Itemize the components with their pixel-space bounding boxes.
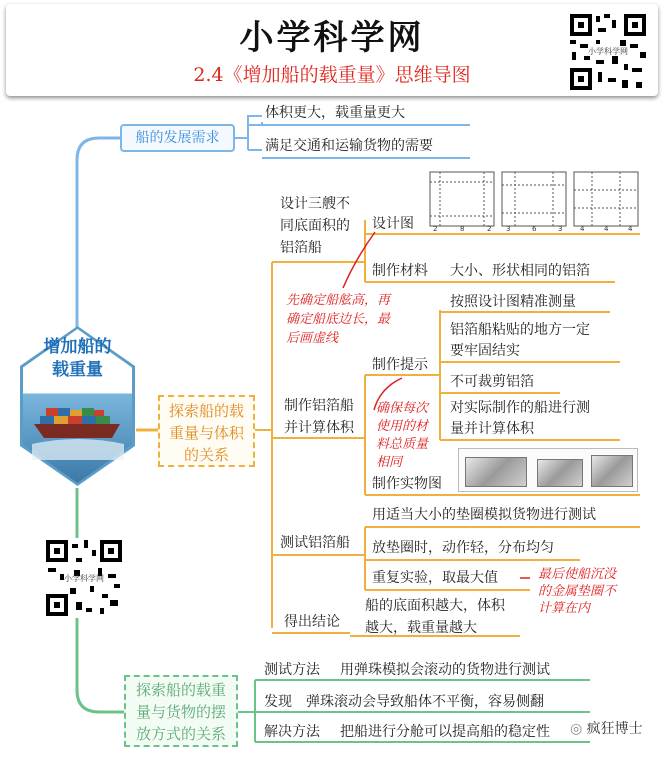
grid3-label-c: 4	[628, 225, 633, 232]
design-note-line1: 先确定船舷高，再	[286, 293, 391, 308]
grid1-label-b: 8	[460, 225, 465, 232]
make-tip-2a: 铝箔船粘贴的地方一定	[450, 322, 590, 338]
grid3-label-a: 4	[580, 225, 585, 232]
test-note-line2: 的金属垫圈不	[538, 584, 617, 599]
design-note-line3: 后画虚线	[286, 330, 339, 346]
branch-development-needs[interactable]	[120, 124, 235, 152]
material-label: 制作材料	[372, 263, 428, 279]
grid3-label-b: 4	[604, 225, 609, 232]
design-title-line3: 铝箔船	[280, 240, 322, 256]
foil-boat-3	[591, 455, 633, 487]
wechat-icon: ◎	[570, 721, 583, 737]
make-note-line3: 料总质量	[376, 437, 429, 452]
cargo-row-2-key: 发现	[264, 694, 292, 710]
page-subtitle: 2.4《增加船的载重量》思维导图	[193, 64, 471, 86]
center-title-line2: 载重量	[52, 359, 103, 380]
design-title-line1: 设计三艘不	[280, 196, 350, 212]
branch-cargo-placement[interactable]	[124, 675, 238, 747]
conclusion-text	[365, 595, 505, 639]
conclusion-title: 得出结论	[284, 614, 340, 630]
test-item-3: 重复实验，取最大值	[372, 570, 498, 586]
conclusion-line1: 船的底面积越大，体积	[365, 598, 505, 614]
foil-boat-photo	[458, 448, 638, 492]
grid2-label-c: 3	[558, 225, 563, 232]
branch-cargo-line3: 放方式的关系	[135, 724, 226, 743]
branch-development-needs-label: 船的发展需求	[135, 130, 220, 146]
logo-text: 疯狂博士	[586, 721, 643, 737]
cargo-row-1-key: 测试方法	[264, 662, 320, 678]
make-tip-4b: 量并计算体积	[450, 421, 534, 437]
make-note	[376, 400, 428, 472]
test-note-line1: 最后使船沉没	[538, 567, 617, 582]
make-note-line2: 使用的材	[376, 419, 429, 434]
cargo-row-1-value: 用弹珠模拟会滚动的货物进行测试	[340, 662, 550, 678]
material-value: 大小、形状相同的铝箔	[450, 263, 590, 279]
branch-volume-relation[interactable]	[158, 395, 255, 467]
design-note-line2: 确定船底边长，最	[286, 311, 391, 327]
cargo-ship-icon	[32, 398, 124, 460]
make-boat-title	[284, 395, 354, 439]
watermark-logo	[570, 718, 643, 738]
branch-volume-line3: 的关系	[183, 445, 229, 464]
cargo-row-3-value: 把船进行分舱可以提高船的稳定性	[340, 724, 550, 740]
cargo-row-3-key: 解决方法	[264, 724, 320, 740]
side-qr-caption: 小学科学网	[64, 574, 104, 583]
make-tip-1: 按照设计图精准测量	[450, 294, 576, 310]
branch-cargo-line2: 量与货物的摆	[135, 702, 226, 721]
foil-boat-1	[465, 457, 527, 487]
grid2-label-a: 3	[506, 225, 511, 232]
make-note-line4: 相同	[376, 455, 403, 470]
conclusion-line2: 越大，载重量越大	[365, 620, 477, 636]
center-topic[interactable]	[20, 326, 135, 486]
grid2-label-b: 6	[532, 225, 537, 232]
needs-item-2: 满足交通和运输货物的需要	[265, 138, 433, 154]
design-note	[286, 292, 390, 349]
test-note-line3: 计算在内	[538, 601, 591, 616]
make-tip-4a: 对实际制作的船进行测	[450, 400, 590, 416]
make-title-line2: 并计算体积	[284, 420, 354, 436]
test-boat-title: 测试铝箔船	[280, 535, 350, 551]
foil-boat-2	[537, 459, 583, 487]
design-drawings	[428, 170, 643, 232]
make-tips-label: 制作提示	[372, 357, 428, 373]
branch-volume-line2: 重量与体积	[168, 423, 244, 442]
test-item-1: 用适当大小的垫圈模拟货物进行测试	[372, 507, 596, 523]
photo-label: 制作实物图	[372, 476, 442, 492]
grid1-label-c: 2	[487, 225, 492, 232]
make-tip-2b: 要牢固结实	[450, 343, 520, 359]
design-boats-title	[280, 193, 350, 259]
branch-cargo-line1: 探索船的载重	[135, 681, 226, 699]
design-title-line2: 同底面积的	[280, 218, 350, 234]
center-title	[20, 336, 135, 382]
make-note-line1: 确保每次	[376, 401, 429, 416]
cargo-row-2-value: 弹珠滚动会导致船体不平衡，容易侧翻	[306, 694, 544, 710]
center-title-line1: 增加船的	[43, 337, 112, 357]
make-title-line1: 制作铝箔船	[284, 398, 354, 414]
test-item-2: 放垫圈时，动作轻，分布均匀	[372, 540, 554, 556]
qr-caption: 小学科学网	[588, 47, 628, 56]
make-tip-3: 不可裁剪铝箔	[450, 374, 534, 390]
branch-volume-line1: 探索船的载	[168, 402, 244, 420]
brand-title: 小学科学网	[239, 18, 425, 58]
grid1-label-a: 2	[433, 225, 438, 232]
design-drawing-label: 设计图	[372, 216, 414, 232]
test-note	[538, 566, 616, 617]
needs-item-1: 体积更大，载重量更大	[265, 105, 405, 121]
